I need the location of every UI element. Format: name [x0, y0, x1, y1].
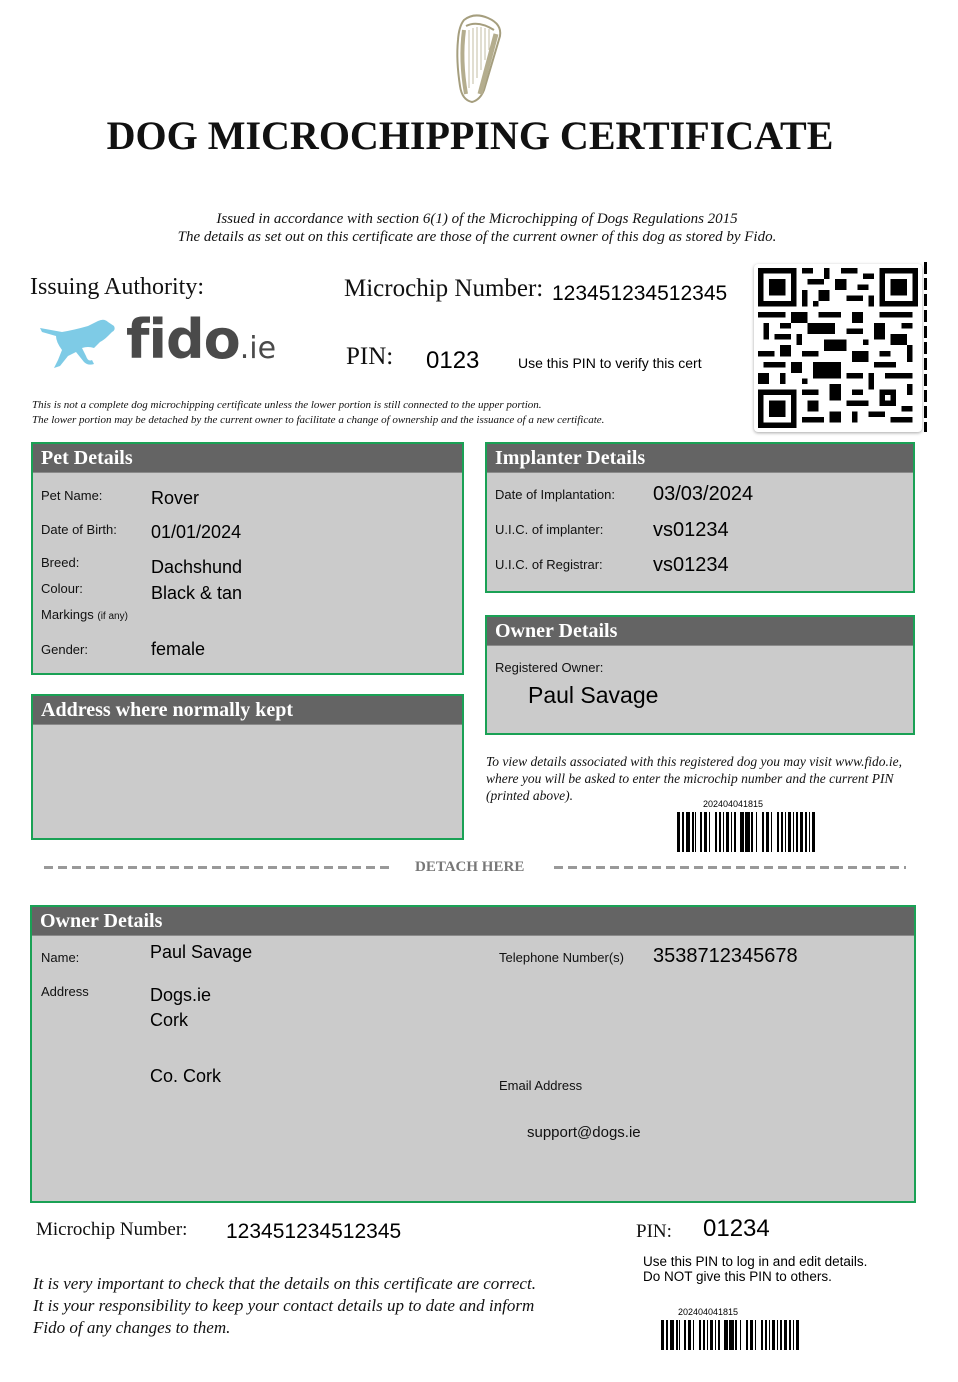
issuance-statement — [0, 210, 954, 246]
owner-details-heading: Owner Details — [487, 617, 913, 646]
date-of-birth-value: 01/01/2024 — [151, 522, 242, 542]
footer-microchip-value: 123451234512345 — [226, 1220, 402, 1243]
owner-details-full-heading: Owner Details — [32, 907, 914, 936]
detach-here-label: DETACH HERE — [415, 859, 525, 875]
implanter-uic-value: vs01234 — [653, 519, 729, 541]
pet-name-label: Pet Name: — [41, 488, 103, 503]
owner-address-label: Address — [41, 984, 89, 999]
pet-name-value: Rover — [151, 488, 200, 508]
implantation-date-value: 03/03/2024 — [653, 483, 754, 505]
markings-label — [41, 607, 128, 622]
qr-code-icon — [754, 264, 922, 432]
markings-label-suffix: (if any) — [97, 611, 128, 622]
microchip-number-label: Microchip Number: — [344, 275, 544, 302]
implantation-date-label: Date of Implantation: — [495, 487, 615, 502]
address-kept-panel — [31, 694, 464, 840]
pin-label: PIN: — [346, 343, 394, 370]
fido-logo-name: fido — [126, 308, 240, 371]
footer-microchip-label: Microchip Number: — [36, 1219, 188, 1240]
detach-disclaimer — [32, 398, 604, 428]
breed-label: Breed: — [41, 555, 80, 570]
colour-label: Colour: — [41, 581, 83, 596]
registered-owner-label: Registered Owner: — [495, 660, 604, 675]
detach-dashes-right — [554, 866, 906, 869]
disclaimer-line-1: This is not a complete dog microchipping certificate unless the lower portion is still connected to the upper portion. — [32, 399, 542, 411]
footer-pin-label: PIN: — [636, 1221, 672, 1242]
microchip-number-value: 123451234512345 — [552, 282, 728, 305]
owner-name-value: Paul Savage — [150, 942, 253, 962]
footer-pin-note-line-1: Use this PIN to log in and edit details. — [643, 1254, 868, 1269]
view-details-note: To view details associated with this registered dog you may visit www.fido.ie, where you will be asked to enter the microchip number and the current PIN (printed above). — [486, 754, 902, 803]
owner-name-label: Name: — [41, 950, 80, 965]
owner-address-line-4: Co. Cork — [150, 1066, 222, 1086]
fido-logo-suffix: .ie — [239, 331, 277, 366]
important-line-2: It is your responsibility to keep your contact details up to date and inform — [33, 1296, 535, 1315]
telephone-label: Telephone Number(s) — [499, 950, 625, 965]
markings-label-text: Markings — [41, 607, 94, 622]
footer-barcode-number: 202404041815 — [678, 1307, 739, 1317]
detach-line — [40, 858, 910, 878]
pin-value: 0123 — [426, 347, 480, 374]
disclaimer-line-2: The lower portion may be detached by the current owner to facilitate a change of ownership and the issuance of a new certificate. — [32, 414, 605, 426]
detach-dashes-left — [44, 866, 394, 869]
barcode-icon — [677, 812, 901, 852]
telephone-value: 3538712345678 — [653, 945, 798, 967]
footer-pin-note-line-2: Do NOT give this PIN to others. — [643, 1269, 832, 1284]
implanter-details-heading: Implanter Details — [487, 444, 913, 473]
implanter-uic-label: U.I.C. of implanter: — [495, 522, 604, 537]
pet-details-heading: Pet Details — [33, 444, 462, 473]
owner-address-line-2: Cork — [150, 1010, 189, 1030]
address-kept-heading: Address where normally kept — [33, 696, 462, 725]
important-line-1: It is very important to check that the details on this certificate are correct. — [33, 1274, 536, 1293]
important-notice — [33, 1273, 536, 1339]
pet-details-panel — [31, 442, 464, 675]
dog-logo-icon — [38, 318, 118, 370]
registrar-uic-value: vs01234 — [653, 554, 729, 576]
date-of-birth-label: Date of Birth: — [41, 522, 117, 537]
footer-barcode-icon — [661, 1320, 887, 1350]
breed-value: Dachshund — [151, 557, 243, 577]
registered-owner-value: Paul Savage — [528, 682, 659, 708]
important-line-3: Fido of any changes to them. — [33, 1318, 231, 1337]
colour-value: Black & tan — [151, 583, 243, 603]
certificate-title: DOG MICROCHIPPING CERTIFICATE — [106, 113, 834, 158]
barcode-number: 202404041815 — [703, 799, 764, 809]
footer-pin-value: 01234 — [703, 1215, 770, 1242]
fido-logo-wordmark — [126, 308, 276, 371]
owner-details-full-panel — [30, 905, 916, 1203]
gender-value: female — [151, 639, 206, 659]
harp-emblem-icon — [444, 10, 508, 106]
owner-details-panel — [485, 615, 915, 735]
registrar-uic-label: U.I.C. of Registrar: — [495, 557, 603, 572]
implanter-details-panel — [485, 442, 915, 593]
subtitle-line-1: Issued in accordance with section 6(1) of the Microchipping of Dogs Regulations 2015 — [216, 211, 738, 227]
pin-verify-note: Use this PIN to verify this cert — [518, 355, 702, 371]
subtitle-line-2: The details as set out on this certificate are those of the current owner of this dog as stored by Fido. — [177, 229, 777, 245]
email-value: support@dogs.ie — [527, 1124, 641, 1141]
footer-pin-note — [643, 1254, 867, 1284]
gender-label: Gender: — [41, 642, 88, 657]
owner-address-line-1: Dogs.ie — [150, 985, 212, 1005]
email-label: Email Address — [499, 1078, 583, 1093]
issuing-authority-label: Issuing Authority: — [30, 274, 205, 300]
cut-line-edge — [924, 262, 927, 432]
